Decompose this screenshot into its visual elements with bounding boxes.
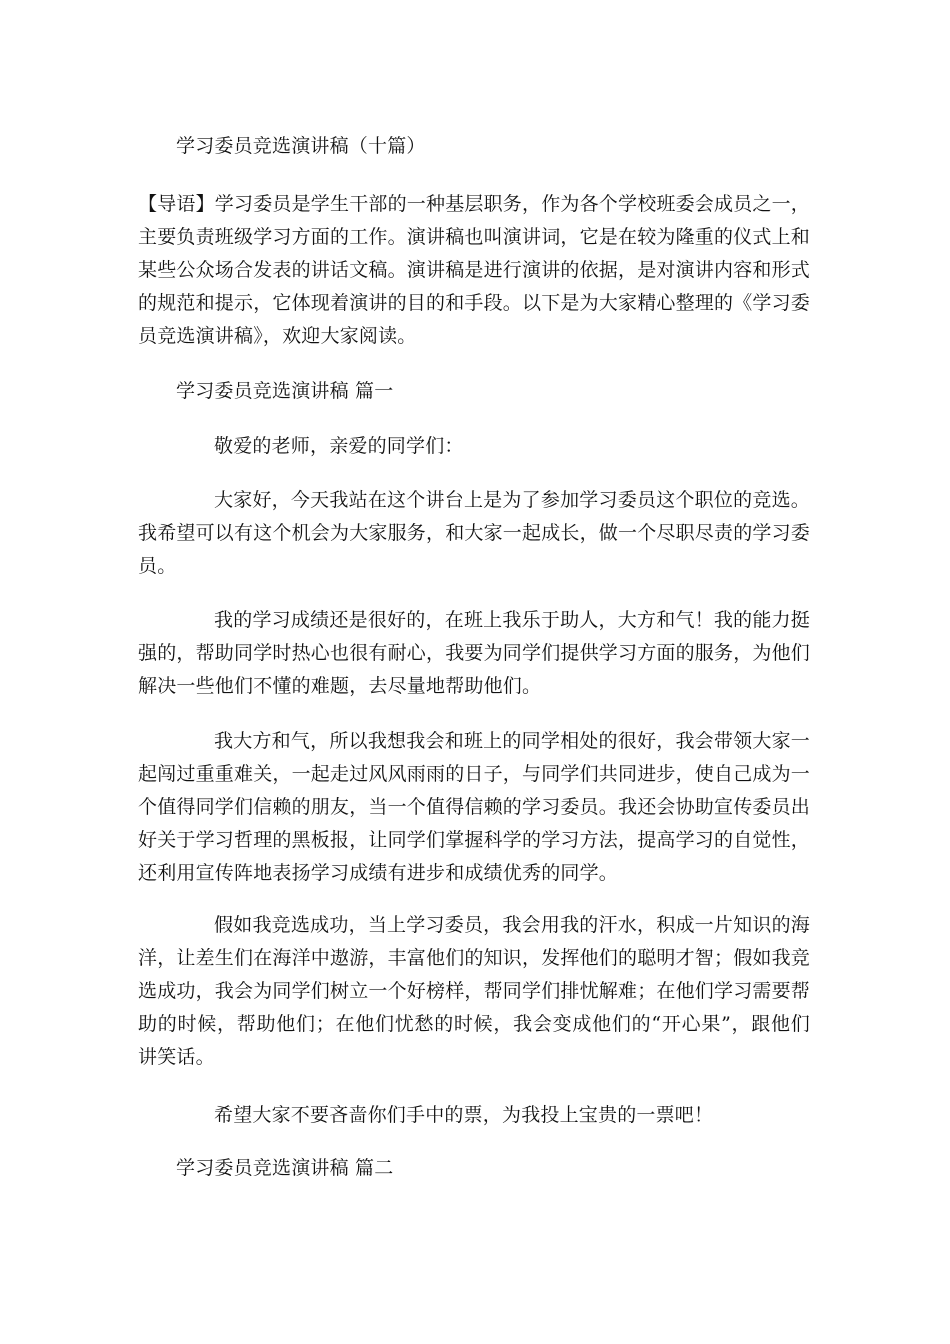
- speech-paragraph-2: 我的学习成绩还是很好的，在班上我乐于助人，大方和气！我的能力挺强的，帮助同学时热心也很有耐心，我要为同学们提供学习方面的服务，为他们解决一些他们不懂的难题，去尽量地帮助他们。: [138, 609, 811, 697]
- speech-paragraph-1: 大家好，今天我站在这个讲台上是为了参加学习委员这个职位的竞选。我希望可以有这个机会为大家服务，和大家一起成长，做一个尽职尽责的学习委员。: [138, 489, 811, 577]
- section-heading-2: 学习委员竞选演讲稿 篇二: [176, 1157, 394, 1179]
- speech-paragraph-5: 希望大家不要吝啬你们手中的票，为我投上宝贵的一票吧！: [214, 1104, 714, 1126]
- speech-paragraph-4: 假如我竞选成功，当上学习委员，我会用我的汗水，积成一片知识的海洋，让差生们在海洋中遨游，丰富他们的知识，发挥他们的聪明才智；假如我竞选成功，我会为同学们树立一个好榜样，帮同学们排忧解难；在他们学习需要帮助的时候，帮助他们；在他们忧愁的时候，我会变成他们的“开心果”，跟他们讲笑话。: [138, 914, 811, 1068]
- greeting-line: 敬爱的老师，亲爱的同学们：: [214, 435, 464, 457]
- document-title: 学习委员竞选演讲稿（十篇）: [176, 135, 426, 157]
- intro-paragraph: 【导语】学习委员是学生干部的一种基层职务，作为各个学校班委会成员之一，主要负责班级学习方面的工作。演讲稿也叫演讲词，它是在较为隆重的仪式上和某些公众场合发表的讲话文稿。演讲稿是进行演讲的依据，是对演讲内容和形式的规范和提示，它体现着演讲的目的和手段。以下是为大家精心整理的《学习委员竞选演讲稿》，欢迎大家阅读。: [138, 193, 811, 347]
- section-heading-1: 学习委员竞选演讲稿 篇一: [176, 380, 394, 402]
- speech-paragraph-3: 我大方和气，所以我想我会和班上的同学相处的很好，我会带领大家一起闯过重重难关，一起走过风风雨雨的日子，与同学们共同进步，使自己成为一个值得同学们信赖的朋友，当一个值得信赖的学习委员。我还会协助宣传委员出好关于学习哲理的黑板报，让同学们掌握科学的学习方法，提高学习的自觉性，还利用宣传阵地表扬学习成绩有进步和成绩优秀的同学。: [138, 730, 811, 884]
